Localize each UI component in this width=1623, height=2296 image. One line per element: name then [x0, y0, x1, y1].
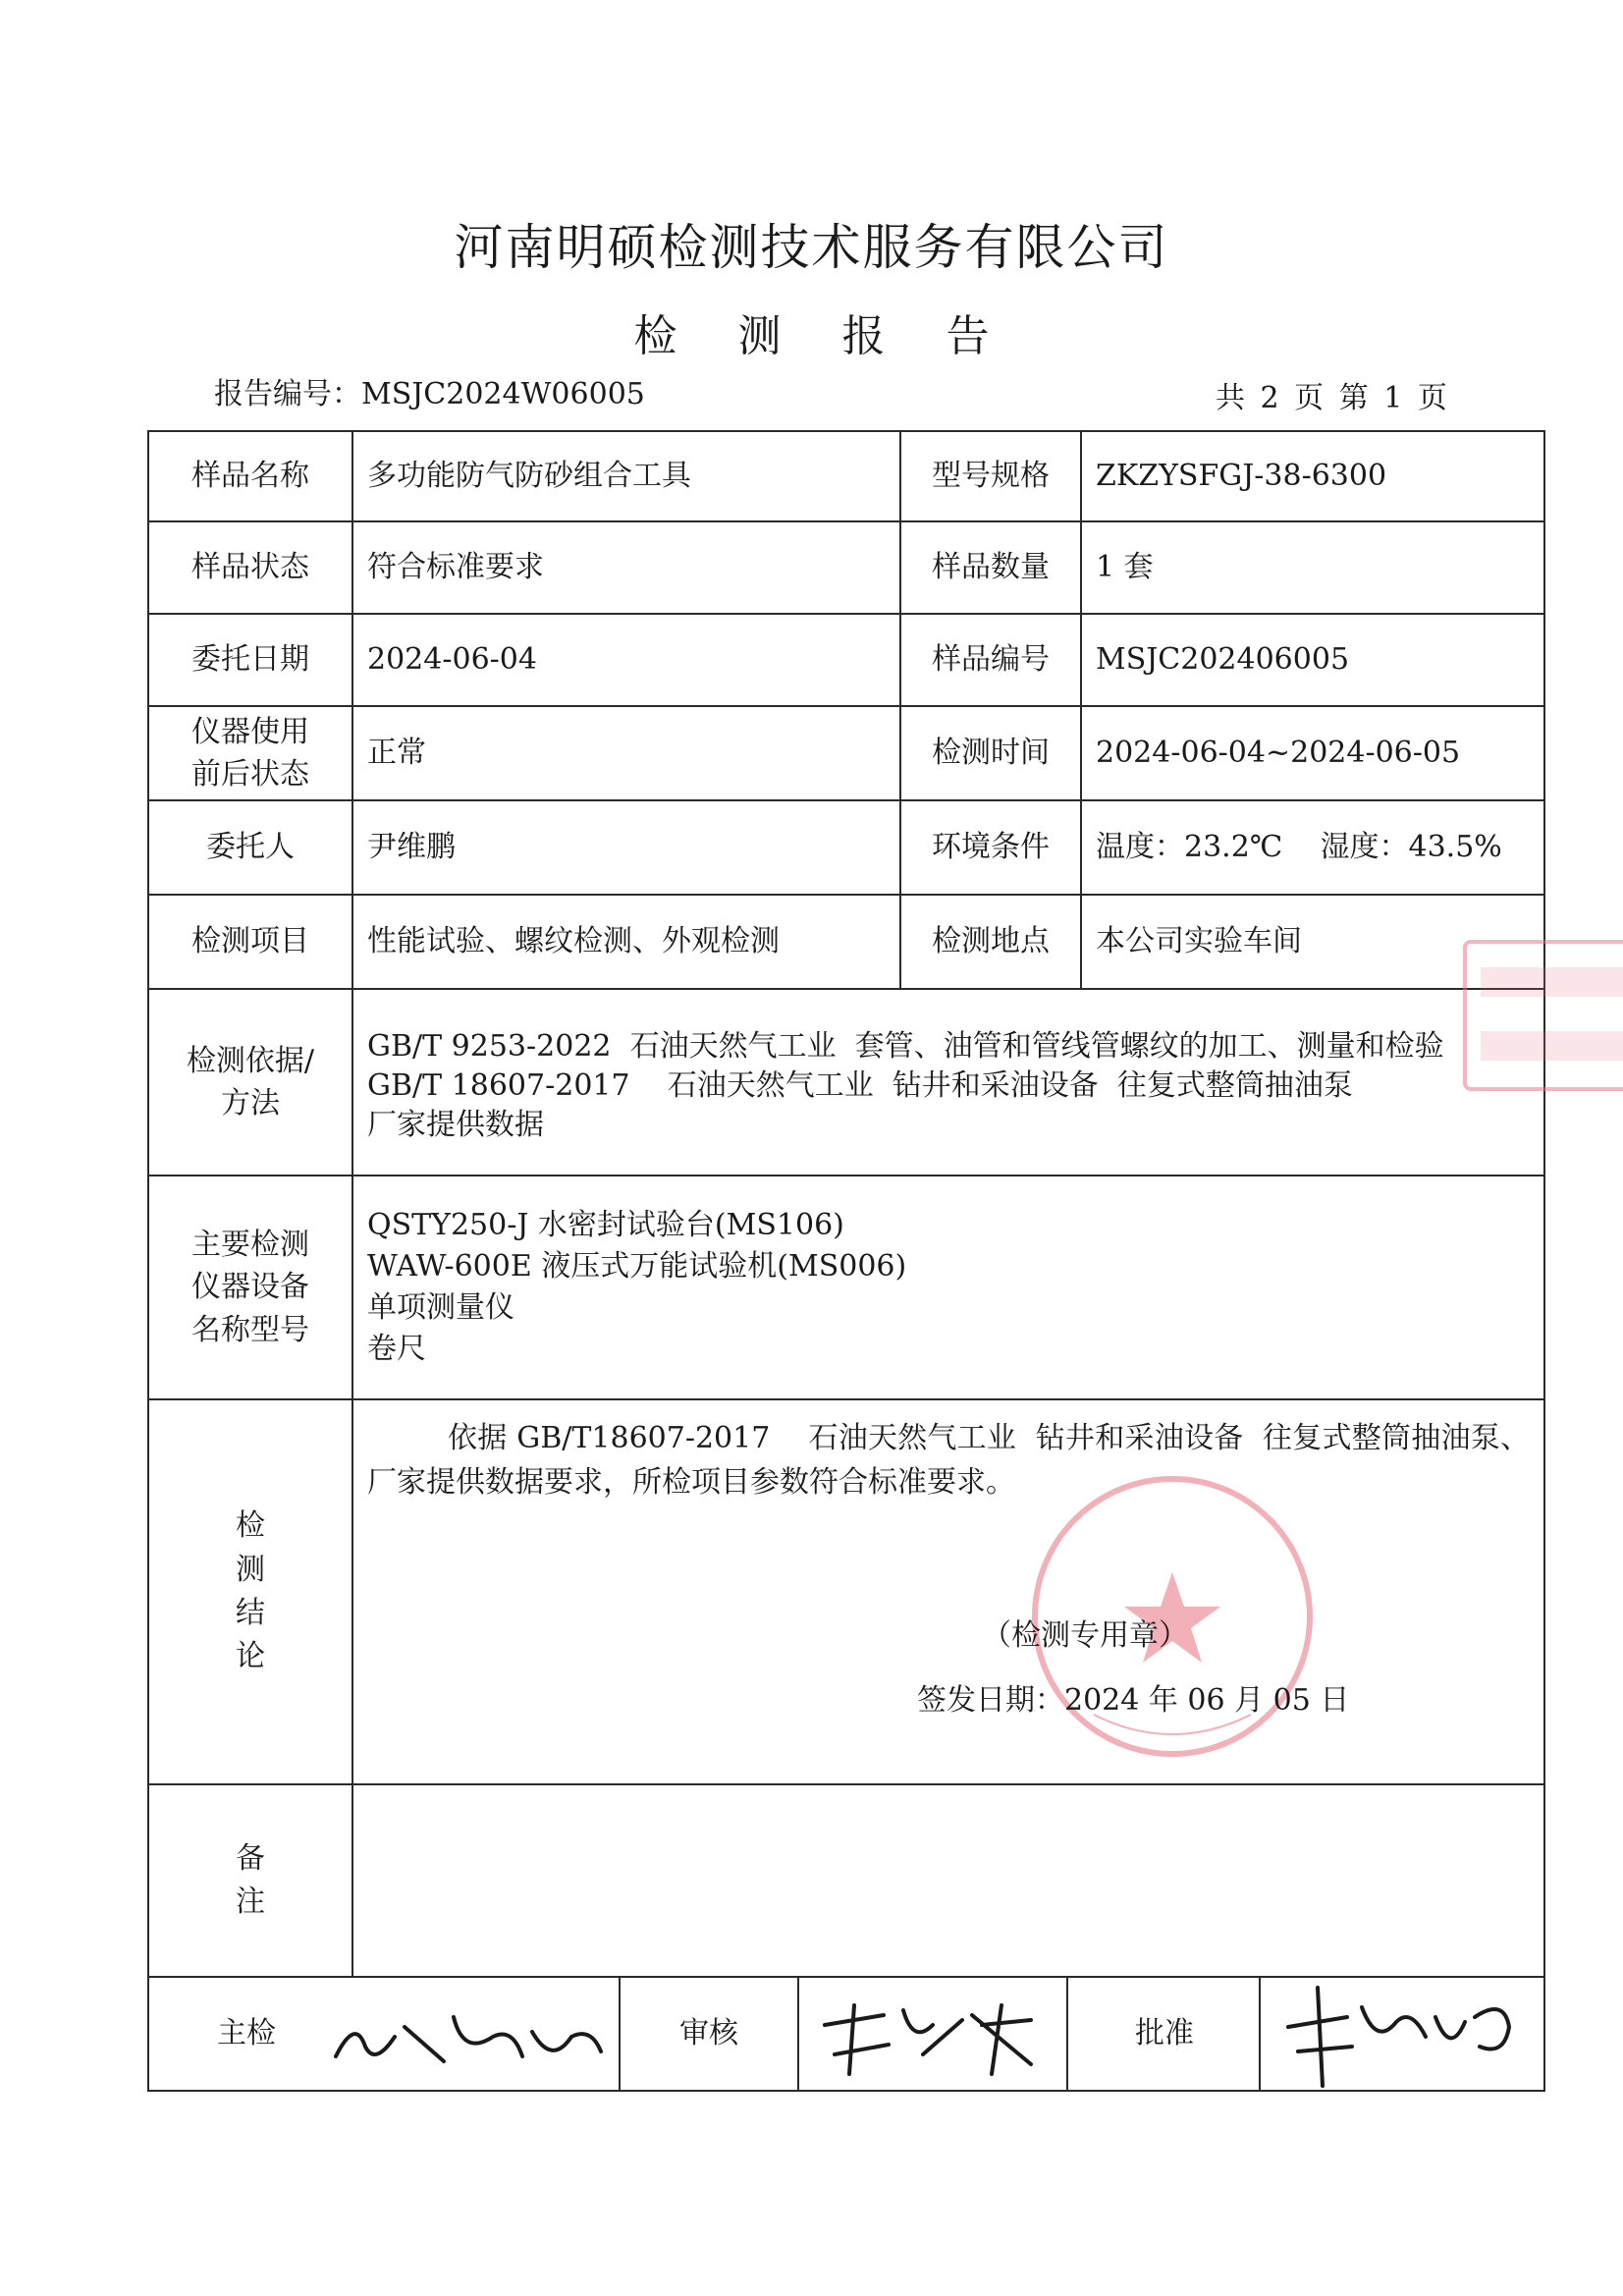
equipment-line: 卷尺 — [367, 1332, 426, 1366]
equipment-line: 单项测量仪 — [367, 1290, 514, 1325]
sample-qty-value: 1 套 — [1081, 521, 1544, 614]
seal-caption: （检测专用章） — [982, 1618, 1188, 1653]
sample-status-label: 样品状态 — [148, 521, 352, 614]
inspector-signature-icon — [326, 1988, 611, 2082]
table-row — [148, 800, 1544, 895]
test-time-value: 2024-06-04~2024-06-05 — [1081, 706, 1544, 800]
equipment-label-line: 名称型号 — [191, 1312, 309, 1347]
environment-value: 温度：23.2℃ 湿度：43.5% — [1081, 800, 1544, 895]
client-label: 委托人 — [148, 800, 352, 895]
remarks-label — [148, 1784, 352, 1977]
company-title: 河南明硕检测技术服务有限公司 — [454, 219, 1169, 276]
approver-label: 批准 — [1135, 2016, 1194, 2051]
instrument-status-label-line1: 仪器使用 — [191, 714, 309, 749]
table-row — [148, 706, 1544, 800]
page-info: 共 2 页 第 1 页 — [1216, 381, 1447, 415]
report-title: 检 测 报 告 — [633, 311, 1013, 361]
sample-name-label: 样品名称 — [148, 431, 352, 521]
basis-line: GB/T 9253-2022 石油天然气工业 套管、油管和管线管螺纹的加工、测量和检验 — [367, 1029, 1444, 1065]
conclusion-text: 依据 GB/T18607-2017 石油天然气工业 钻井和采油设备 往复式整筒抽油泵、厂家提供数据要求，所检项目参数符合标准要求。 — [367, 1421, 1530, 1500]
remarks-label-char: 注 — [236, 1885, 265, 1919]
report-table — [147, 430, 1545, 2092]
basis-label-line2: 方法 — [221, 1086, 280, 1121]
environment-label: 环境条件 — [900, 800, 1081, 895]
seam-stamp-icon — [1461, 938, 1623, 1095]
test-items-value: 性能试验、螺纹检测、外观检测 — [352, 895, 900, 989]
table-row — [148, 895, 1544, 989]
equipment-label-line: 主要检测 — [191, 1227, 309, 1262]
table-row — [148, 431, 1544, 521]
test-items-label: 检测项目 — [148, 895, 352, 989]
model-label: 型号规格 — [900, 431, 1081, 521]
table-row — [148, 1977, 1544, 2091]
basis-label-line1: 检测依据/ — [186, 1043, 315, 1078]
sample-name-value: 多功能防气防砂组合工具 — [352, 431, 900, 521]
table-row — [148, 614, 1544, 706]
equipment-label — [148, 1175, 352, 1399]
table-row — [148, 521, 1544, 614]
report-number: 报告编号：MSJC2024W06005 — [214, 377, 645, 411]
conclusion-value — [352, 1399, 1544, 1784]
table-row — [148, 1784, 1544, 1977]
equipment-line: WAW-600E 液压式万能试验机(MS006) — [367, 1249, 907, 1284]
remarks-label-char: 备 — [236, 1840, 265, 1876]
test-location-value: 本公司实验车间 — [1081, 895, 1544, 989]
sample-no-value: MSJC202406005 — [1081, 614, 1544, 706]
equipment-line: QSTY250-J 水密封试验台(MS106) — [367, 1208, 844, 1242]
table-row — [148, 989, 1544, 1175]
table-row — [148, 1399, 1544, 1784]
test-location-label: 检测地点 — [900, 895, 1081, 989]
basis-line: 厂家提供数据 — [367, 1107, 544, 1142]
entrust-date-label: 委托日期 — [148, 614, 352, 706]
test-time-label: 检测时间 — [900, 706, 1081, 800]
basis-value — [352, 989, 1544, 1175]
client-value: 尹维鹏 — [352, 800, 900, 895]
conclusion-label — [148, 1399, 352, 1784]
instrument-status-label-line2: 前后状态 — [191, 757, 309, 792]
equipment-value — [352, 1175, 1544, 1399]
sample-qty-label: 样品数量 — [900, 521, 1081, 614]
equipment-label-line: 仪器设备 — [191, 1270, 309, 1305]
inspector-label: 主检 — [217, 2016, 276, 2051]
reviewer-label: 审核 — [679, 2016, 738, 2051]
conclusion-label-char: 检 — [236, 1508, 265, 1544]
entrust-date-value: 2024-06-04 — [352, 614, 900, 706]
basis-line: GB/T 18607-2017 石油天然气工业 钻井和采油设备 往复式整筒抽油泵 — [367, 1068, 1353, 1104]
instrument-status-label — [148, 706, 352, 800]
basis-label — [148, 989, 352, 1175]
sample-no-label: 样品编号 — [900, 614, 1081, 706]
conclusion-label-char: 测 — [236, 1552, 265, 1587]
issue-date: 签发日期：2024 年 06 月 05 日 — [917, 1683, 1350, 1718]
table-row — [148, 1175, 1544, 1399]
instrument-status-value: 正常 — [352, 706, 900, 800]
approver-signature-icon — [1269, 1978, 1534, 2090]
reviewer-signature-icon — [805, 1986, 1051, 2084]
sample-status-value: 符合标准要求 — [352, 521, 900, 614]
model-value: ZKZYSFGJ-38-6300 — [1081, 431, 1544, 521]
conclusion-label-char: 论 — [236, 1639, 265, 1674]
conclusion-label-char: 结 — [236, 1596, 265, 1630]
remarks-value — [352, 1784, 1544, 1977]
signature-row — [148, 1977, 1544, 2091]
